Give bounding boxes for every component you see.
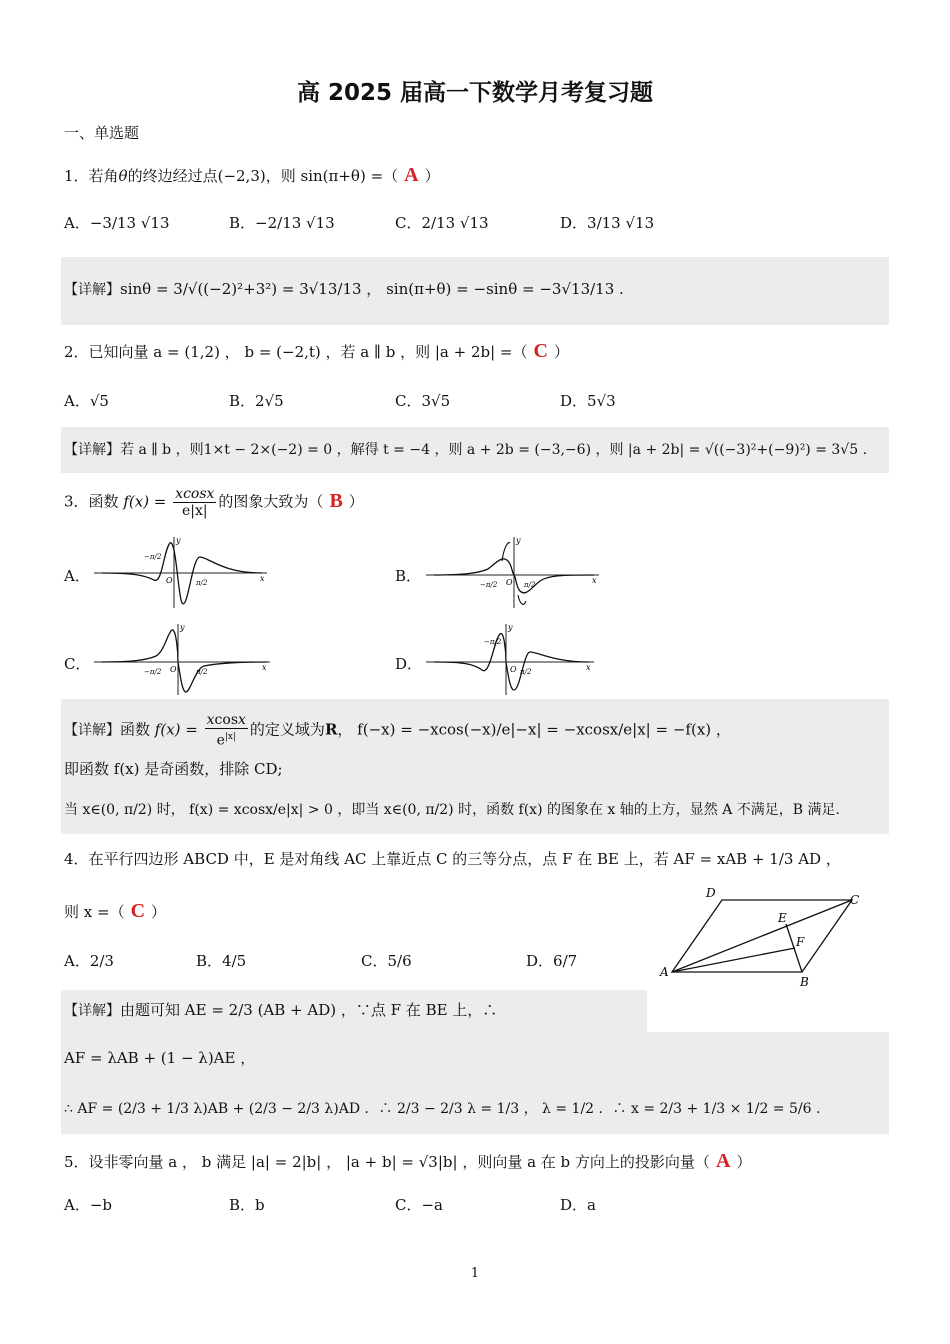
q1-stem-mid: 的终边经过点 [127,167,218,185]
svg-text:x: x [260,574,265,583]
q5-option-b: B．b [229,1196,265,1214]
svg-text:π/2: π/2 [520,668,532,676]
q4-parallelogram-figure [652,880,872,992]
svg-text:−π/2: −π/2 [480,581,498,589]
q2-option-a: A．√5 [64,392,109,410]
svg-text:O: O [506,578,513,587]
svg-text:y: y [176,536,181,545]
svg-text:−π/2: −π/2 [144,668,162,676]
q4-option-b: B．4/5 [196,952,247,970]
q4-stem-1: 4．在平行四边形 ABCD 中，E 是对角线 AC 上靠近点 C 的三等分点，点 F 在 BE 上，若 AF = xAB + 1/3 AD ， [64,850,841,868]
svg-text:E: E [778,911,787,925]
svg-text:O: O [510,665,517,674]
q2-option-d: D．5√3 [560,392,616,410]
svg-text:O: O [166,576,173,585]
q4-option-c: C．5/6 [361,952,412,970]
q5-option-d: D．a [560,1196,596,1214]
q3-detail-1: 【详解】函数 f(x) = $\frac{xcosx}{e^{|x|}}$ 的定义域为R， f(−x) = −xcos(−x)/e|−x| = −xcosx/e|x| = −f(x) ， [64,712,731,749]
q1-stem-pre: 1．若角 [64,167,119,185]
svg-text:A: A [660,965,669,979]
q4-option-d: D．6/7 [526,952,578,970]
q1-detail-text: sinθ = 3/√((−2)²+3²) = 3√13/13 ， sin(π+θ) = −sinθ = −3√13/13 . [120,280,624,298]
svg-text:π/2: π/2 [196,579,208,587]
q1-point: (−2,3) [217,167,266,185]
svg-text:y: y [516,536,521,545]
svg-text:F: F [796,935,805,949]
q3-stem: 3．函数 f(x) = $\frac{xcosx}{e|x|}$ 的图象大致为（ B ） [64,486,364,519]
q3-option-a-label: A． [64,567,90,585]
q3-answer: B [329,489,343,512]
q3-option-d-label: D． [395,655,423,673]
q1-detail [64,278,624,301]
svg-text:C: C [850,893,860,907]
q3-graph-a [92,535,272,610]
q4-option-a: A．2/3 [64,952,114,970]
page-number: 1 [470,1266,480,1281]
q3-detail-2: 即函数 f(x) 是奇函数，排除 CD; [64,760,283,778]
section-heading: 一、单选题 [64,124,140,142]
q3-graph-d [424,622,604,697]
q4-detail-1: 【详解】由题可知 AE = 2/3 (AB + AD) ，∵点 F 在 BE 上，∴ [64,1001,498,1019]
q5-stem: 5．设非零向量 a ， b 满足 |a| = 2|b| ， |a + b| = √3|b| ，则向量 a 在 b 方向上的投影向量（ A ） [64,1150,752,1172]
detail-tag: 【详解】 [64,282,120,298]
q3-fraction: $\frac{xcosx}{e|x|}$ [175,486,215,519]
svg-text:−π/2: −π/2 [144,553,162,561]
svg-text:B: B [800,975,809,989]
svg-text:O: O [170,665,177,674]
q1-stem-mid2: ，则 sin(π+θ) =（ [265,167,399,185]
q2-detail-text: 若 a ∥ b ，则1×t − 2×(−2) = 0 ，解得 t = −4 ，则 a + 2b = (−3,−6) ，则 |a + 2b| = √((−3)²+(−9)²) = 3√5 . [120,442,868,458]
q3-detail-3: 当 x∈(0, π/2) 时， f(x) = xcosx/e|x| > 0 ，即当 x∈(0, π/2) 时，函数 f(x) 的图象在 x 轴的上方，显然 A 不满足，B 满足. [64,802,840,818]
q2-stem [64,340,569,363]
svg-text:x: x [586,663,591,672]
q2-stem-text: 2．已知向量 a = (1,2) ， b = (−2,t) ，若 a ∥ b ，则 |a + 2b| =（ [64,343,528,361]
q2-answer: C [533,340,548,362]
q4-stem-2: 则 x =（ C ） [64,900,167,922]
q2-stem-end: ） [553,343,569,361]
q3-option-c-label: C． [64,655,91,673]
svg-text:−π/2: −π/2 [484,638,502,646]
q4-answer: C [130,900,146,922]
svg-text:π/2: π/2 [196,668,208,676]
q4-detail-2: AF = λAB + (1 − λ)AE ， [64,1049,256,1067]
page-title: 高 2025 届高一下数学月考复习题 [296,80,654,106]
q2-detail: 【详解】若 a ∥ b ，则1×t − 2×(−2) = 0 ，解得 t = −4 ，则 a + 2b = (−3,−6) ，则 |a + 2b| = √((−3)²+(−9)²) = 3√5 . [64,442,868,458]
q1-option-b: B．−2/13 √13 [229,214,335,232]
q5-option-c: C．−a [395,1196,443,1214]
q3-graph-b [424,535,604,610]
q4-detail-3: ∴ AF = (2/3 + 1/3 λ)AB + (2/3 − 2/3 λ)AD ．∴ 2/3 − 2/3 λ = 1/3 ， λ = 1/2 ．∴ x = 2/3 + 1/3 × 1/2 = 5/6 . [64,1101,821,1117]
q1-stem-end: ） [424,167,440,185]
q5-option-a: A．−b [64,1196,113,1214]
svg-text:D: D [706,886,716,900]
q3-fx: f(x) = [123,492,167,511]
q1-stem: 1．若角θ的终边经过点(−2,3)，则 sin(π+θ) =（ A ） [64,164,440,186]
q3-graph-c [92,622,272,697]
q1-answer: A [404,164,419,186]
q5-answer: A [715,1150,731,1172]
q1-option-d: D．3/13 √13 [560,214,655,232]
q2-option-c: C．3√5 [395,392,451,410]
svg-text:y: y [508,623,513,632]
q3-option-b-label: B． [395,567,422,585]
svg-text:x: x [592,576,597,585]
svg-text:π/2: π/2 [524,581,536,589]
q1-option-c: C．2/13 √13 [395,214,489,232]
q1-option-a: A．−3/13 √13 [64,214,170,232]
svg-text:y: y [180,623,185,632]
svg-text:x: x [262,663,267,672]
q2-option-b: B．2√5 [229,392,284,410]
